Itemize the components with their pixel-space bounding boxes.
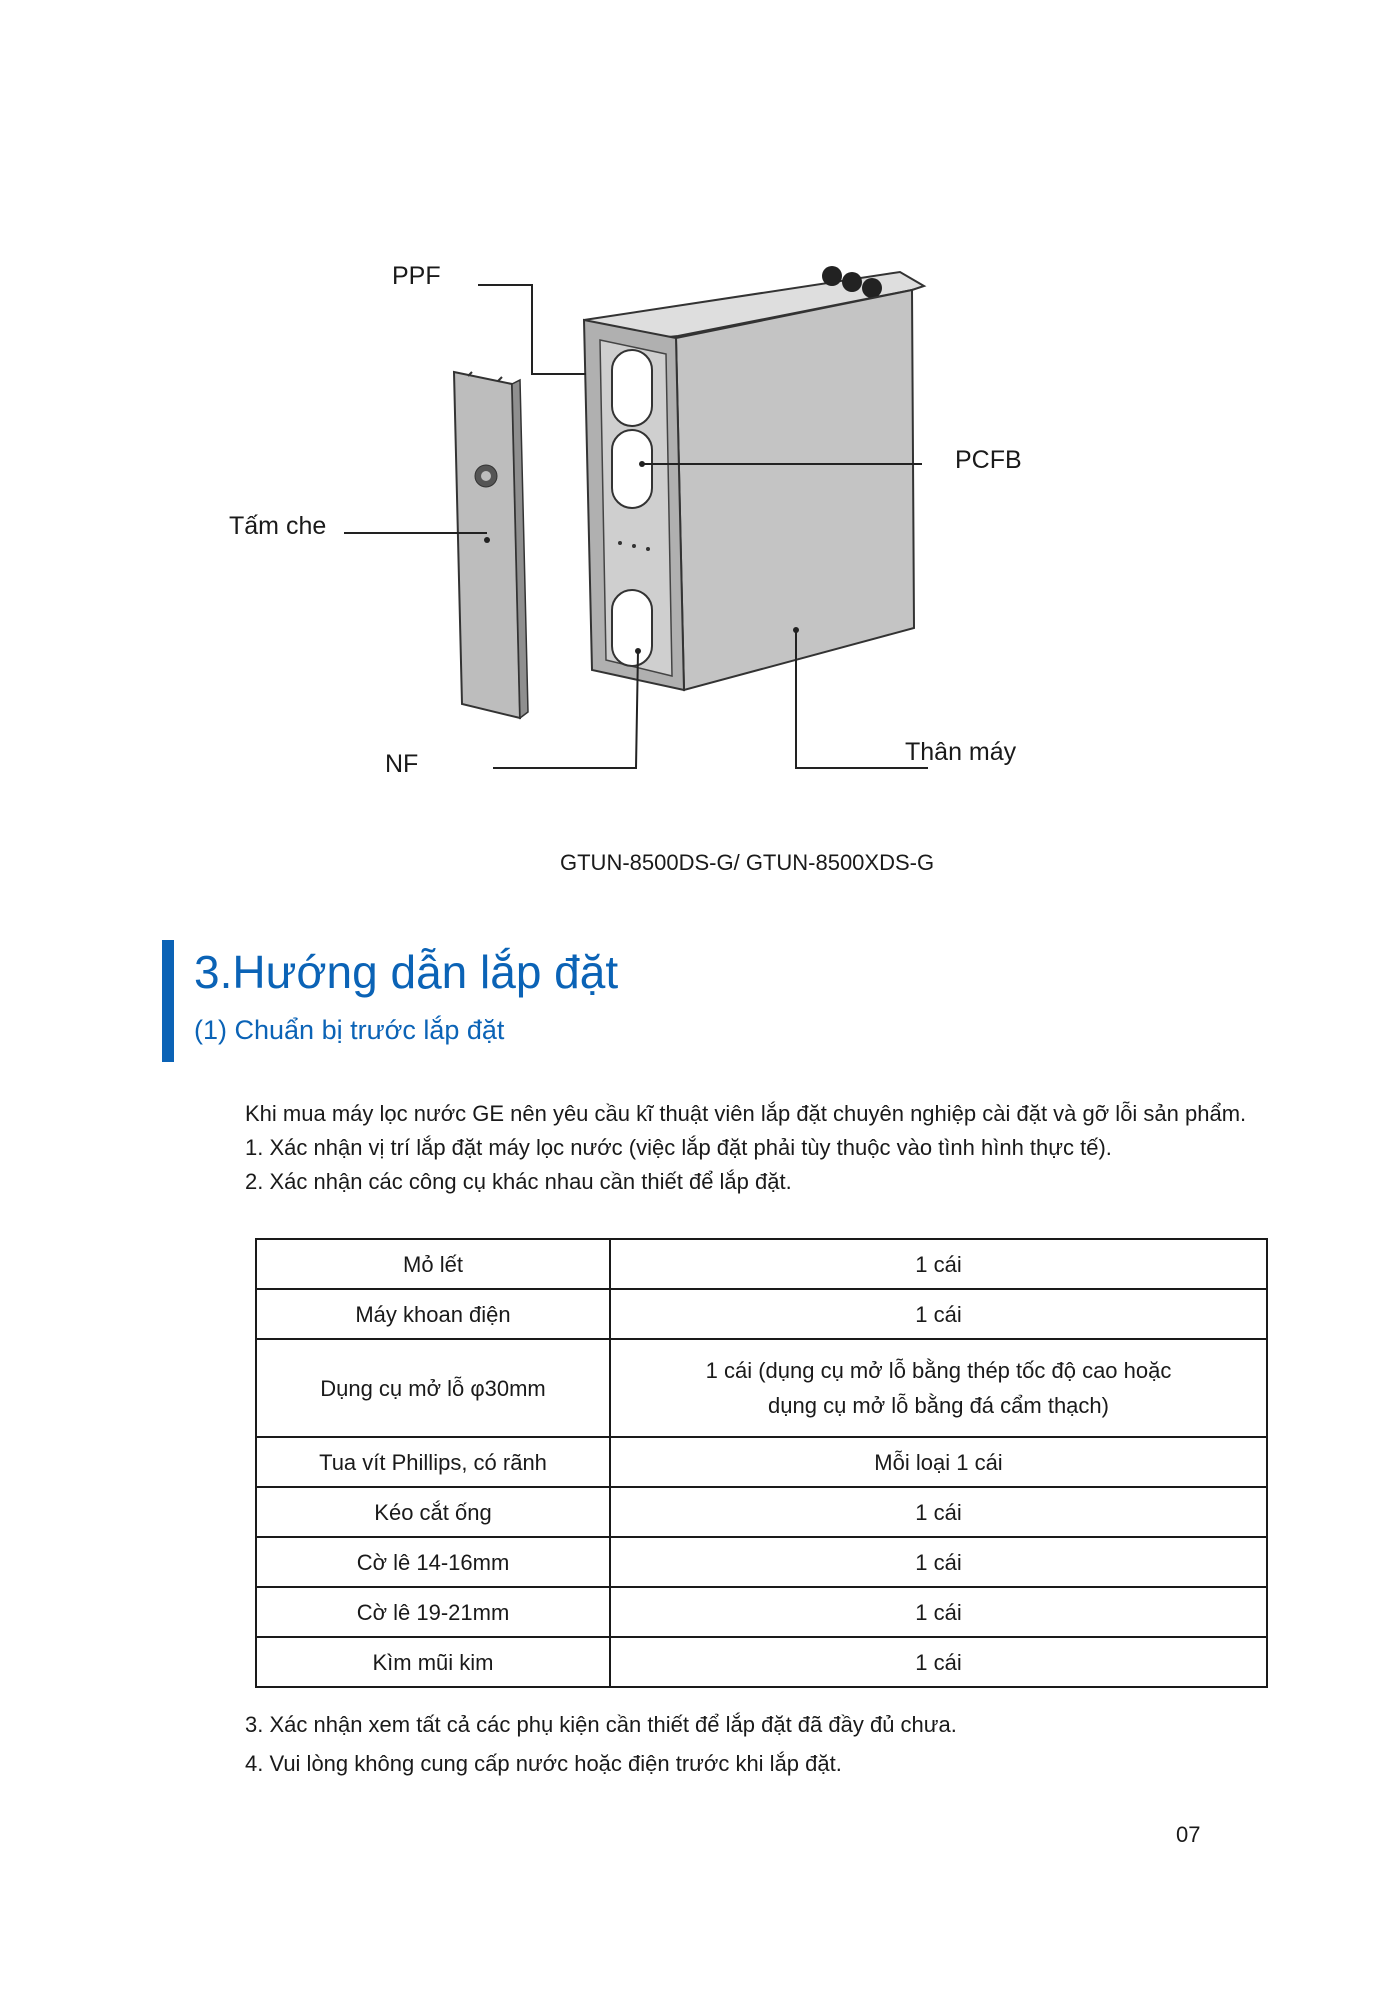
tool-name: Cờ lê 14-16mm xyxy=(256,1537,610,1587)
table-row xyxy=(256,1289,1267,1339)
tool-qty: 1 cái xyxy=(610,1537,1267,1587)
tool-qty: 1 cái xyxy=(610,1239,1267,1289)
cover-panel xyxy=(454,372,528,718)
label-ppf: PPF xyxy=(392,262,441,290)
section-accent-bar xyxy=(162,940,174,1062)
intro-line-2: 2. Xác nhận các công cụ khác nhau cần thiết để lắp đặt. xyxy=(245,1169,792,1194)
tool-qty: Mỗi loại 1 cái xyxy=(610,1437,1267,1487)
tool-name: Kéo cắt ống xyxy=(256,1487,610,1537)
tool-name: Tua vít Phillips, có rãnh xyxy=(256,1437,610,1487)
tool-qty: 1 cái xyxy=(610,1487,1267,1537)
section-subtitle: (1) Chuẩn bị trước lắp đặt xyxy=(194,1015,505,1045)
tool-name: Máy khoan điện xyxy=(256,1289,610,1339)
intro-line-0: Khi mua máy lọc nước GE nên yêu cầu kĩ thuật viên lắp đặt chuyên nghiệp cài đặt và gỡ lỗi sản phẩm. xyxy=(245,1101,1247,1126)
tool-name: Mỏ lết xyxy=(256,1239,610,1289)
tool-name: Cờ lê 19-21mm xyxy=(256,1587,610,1637)
intro-line-1: 1. Xác nhận vị trí lắp đặt máy lọc nước (việc lắp đặt phải tùy thuộc vào tình hình thực tế). xyxy=(245,1135,1112,1160)
tools-table xyxy=(255,1238,1268,1688)
tool-name: Kìm mũi kim xyxy=(256,1637,610,1687)
outro-line-1: 4. Vui lòng không cung cấp nước hoặc điện trước khi lắp đặt. xyxy=(245,1751,842,1776)
label-cover: Tấm che xyxy=(229,512,327,540)
tool-qty: 1 cái (dụng cụ mở lỗ bằng thép tốc độ cao hoặc xyxy=(705,1358,1172,1383)
label-pcfb: PCFB xyxy=(955,446,1022,474)
tool-qty-cont: dụng cụ mở lỗ bằng đá cẩm thạch) xyxy=(768,1393,1109,1418)
tool-qty: 1 cái xyxy=(610,1289,1267,1339)
tool-qty-cell xyxy=(610,1339,1267,1437)
tool-qty: 1 cái xyxy=(610,1637,1267,1687)
product-diagram xyxy=(0,0,1399,900)
tool-qty: 1 cái xyxy=(610,1587,1267,1637)
section-title: 3.Hướng dẫn lắp đặt xyxy=(194,946,619,998)
table-row xyxy=(256,1437,1267,1487)
table-row xyxy=(256,1587,1267,1637)
page-number: 07 xyxy=(1176,1822,1201,1847)
main-unit xyxy=(584,266,924,690)
table-row xyxy=(256,1537,1267,1587)
label-body: Thân máy xyxy=(905,738,1017,766)
model-caption: GTUN-8500DS-G/ GTUN-8500XDS-G xyxy=(560,850,935,875)
table-row xyxy=(256,1487,1267,1537)
table-row xyxy=(256,1637,1267,1687)
tool-name: Dụng cụ mở lỗ φ30mm xyxy=(256,1339,610,1437)
label-nf: NF xyxy=(385,750,419,778)
outro-line-0: 3. Xác nhận xem tất cả các phụ kiện cần thiết để lắp đặt đã đầy đủ chưa. xyxy=(245,1712,957,1737)
table-row xyxy=(256,1339,1267,1437)
table-row xyxy=(256,1239,1267,1289)
